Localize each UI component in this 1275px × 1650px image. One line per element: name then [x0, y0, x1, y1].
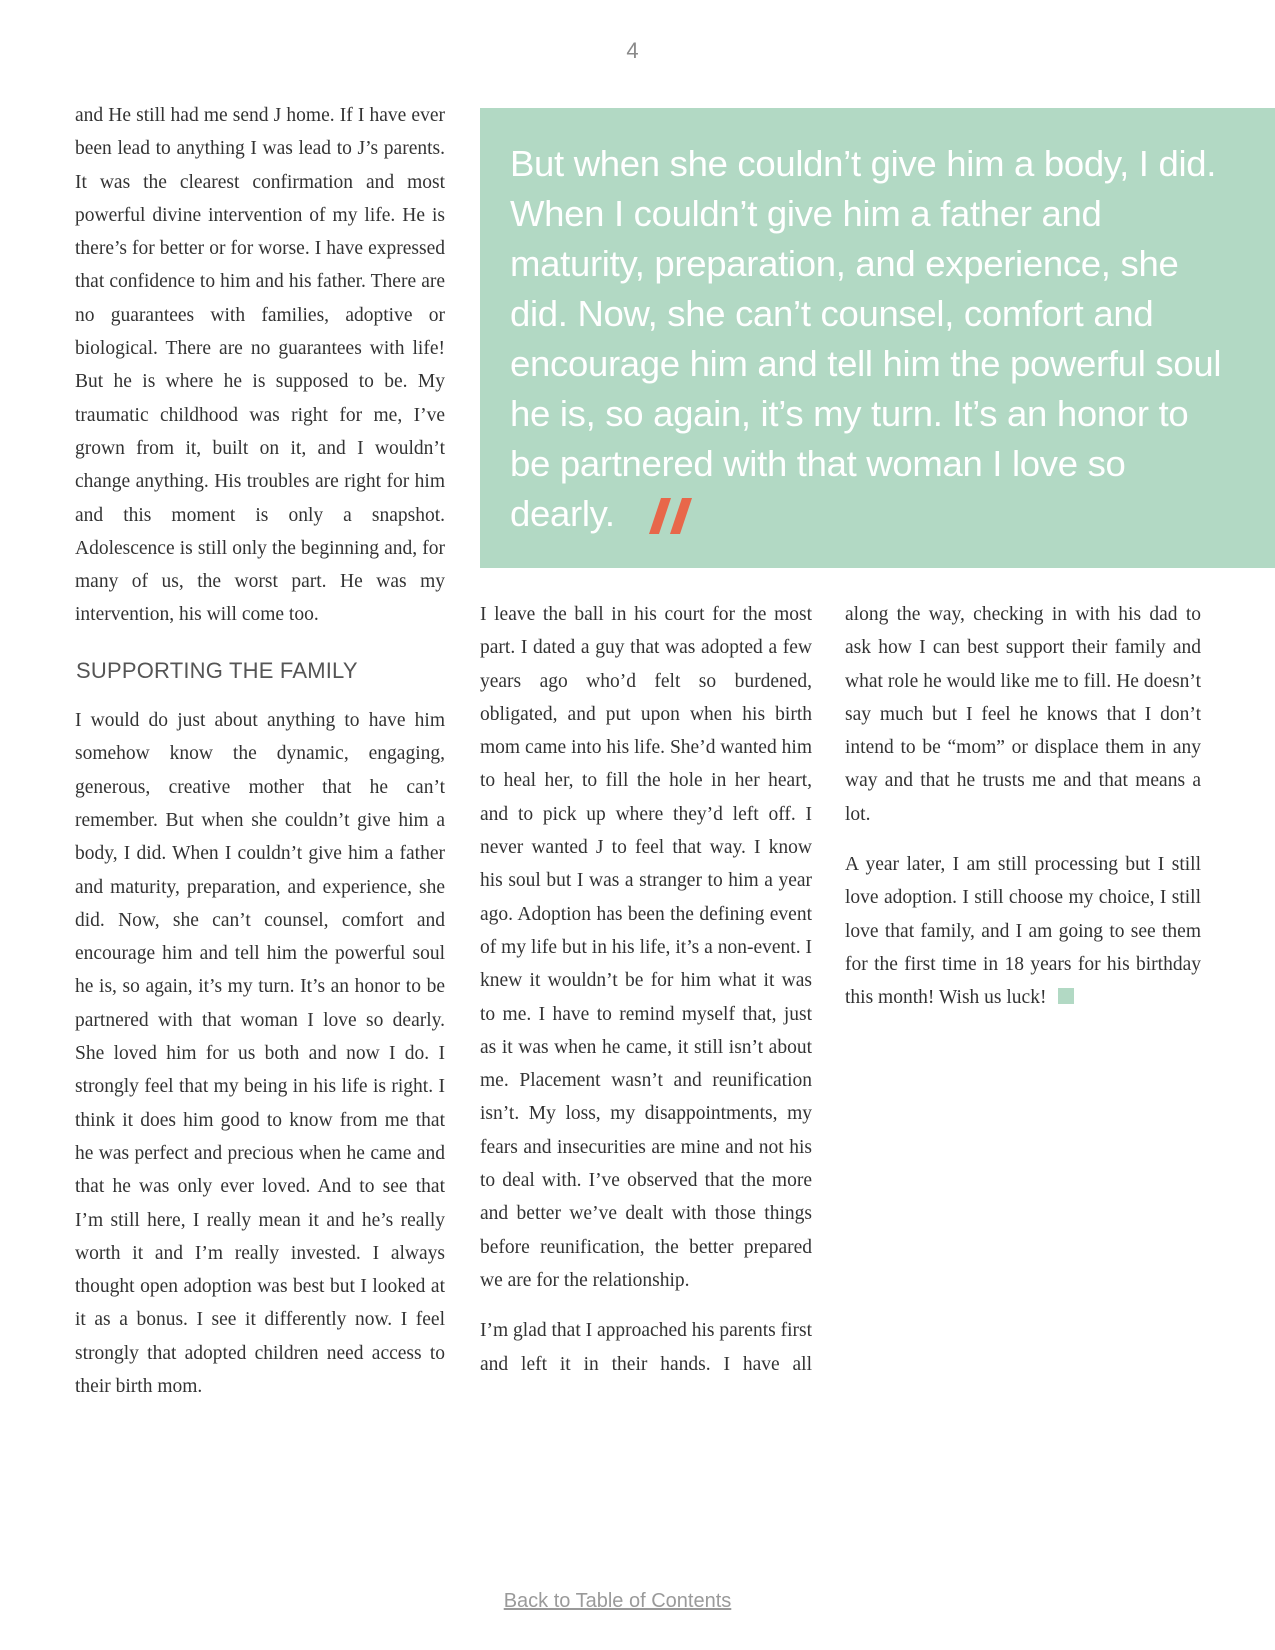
- left-column: [75, 99, 445, 1403]
- closing-paragraph: [845, 848, 1201, 1014]
- end-square-icon: [1058, 988, 1074, 1004]
- section-paragraph: I would do just about anything to have him somehow know the dynamic, engaging, generous, creative mother that he can’t remember. But when she couldn’t give him a body, I did. When I couldn’t give him a father and maturity, preparation, and experience, she did. Now, she can’t counsel, comfort and encourage him and tell him the powerful soul he is, so again, it’s my turn. It’s an honor to be partnered with that woman I love so dearly. She loved him for us both and now I do. I strongly feel that my being in his life is right. I think it does him good to know from me that he was perfect and precious when he came and that he was only ever loved. And to see that I’m still here, I really mean it and he’s really worth it and I’m really invested. I always thought open adoption was best but I looked at it as a bonus. I see it differently now. I feel strongly that adopted children need access to their birth mom.: [75, 710, 445, 1397]
- page-number: 4: [626, 38, 639, 63]
- body-paragraph: I leave the ball in his court for the most part. I dated a guy that was adopted a few years ago who’d felt so burdened, obligated, and put upon when his birth mom came into his life. She’d wanted him to heal her, to fill the hole in her heart, and to pick up where they’d left off. I never wanted J to feel that way. I know his soul but I was a stranger to him a year ago. Adoption has been the defining event of my life but in his life, it’s a non-event. I knew it wouldn’t be for him what it was to me. I have to remind myself that, just as it was when he came, it still isn’t about me. Placement wasn’t and reunification isn’t. My loss, my disappointments, my fears and insecurities are mine and not his to deal with. I’ve observed that the more and better we’ve dealt with those things before reunification, the better prepared we are for the relationship.: [480, 604, 812, 1291]
- pullquote: [510, 139, 1227, 547]
- pullquote-text: But when she couldn’t give him a body, I did. When I couldn’t give him a father and maturity, preparation, and experience, she did. Now, she can’t counsel, comfort and encourage him and tell him the powerful soul he is, so again, it’s my turn. It’s an honor to be partnered with that woman I love so dearly.: [510, 143, 1222, 534]
- middle-column: [480, 598, 812, 1381]
- pullquote-box: [480, 108, 1275, 568]
- closing-paragraph-text: A year later, I am still processing but I still love adoption. I still choose my choice, I still love that family, and I am going to see them for the first time in 18 years for his birthday this month! Wish us luck!: [845, 854, 1201, 1009]
- section-heading: SUPPORTING THE FAMILY: [76, 657, 358, 683]
- body-paragraph: I’m glad that I approached his parents first and left it in their hands. I have all: [480, 1320, 812, 1375]
- closing-quote-icon: [649, 497, 693, 547]
- right-column: [845, 598, 1201, 1015]
- body-paragraph: along the way, checking in with his dad to ask how I can best support their family and what role he would like me to fill. He doesn’t say much but I feel he knows that I don’t intend to be “mom” or displace them in any way and that he trusts me and that means a lot.: [845, 604, 1201, 825]
- intro-paragraph: and He still had me send J home. If I have ever been lead to anything I was lead to J’s parents. It was the clearest confirmation and most powerful divine intervention of my life. He is there’s for better or for worse. I have expressed that confidence to him and his father. There are no guarantees with families, adoptive or biological. There are no guarantees with life! But he is where he is supposed to be. My traumatic childhood was right for me, I’ve grown from it, built on it, and I wouldn’t change anything. His troubles are right for him and this moment is only a snapshot. Adolescence is still only the beginning and, for many of us, the worst part. He was my intervention, his will come too.: [75, 105, 445, 626]
- back-to-toc-link[interactable]: Back to Table of Contents: [503, 1590, 732, 1612]
